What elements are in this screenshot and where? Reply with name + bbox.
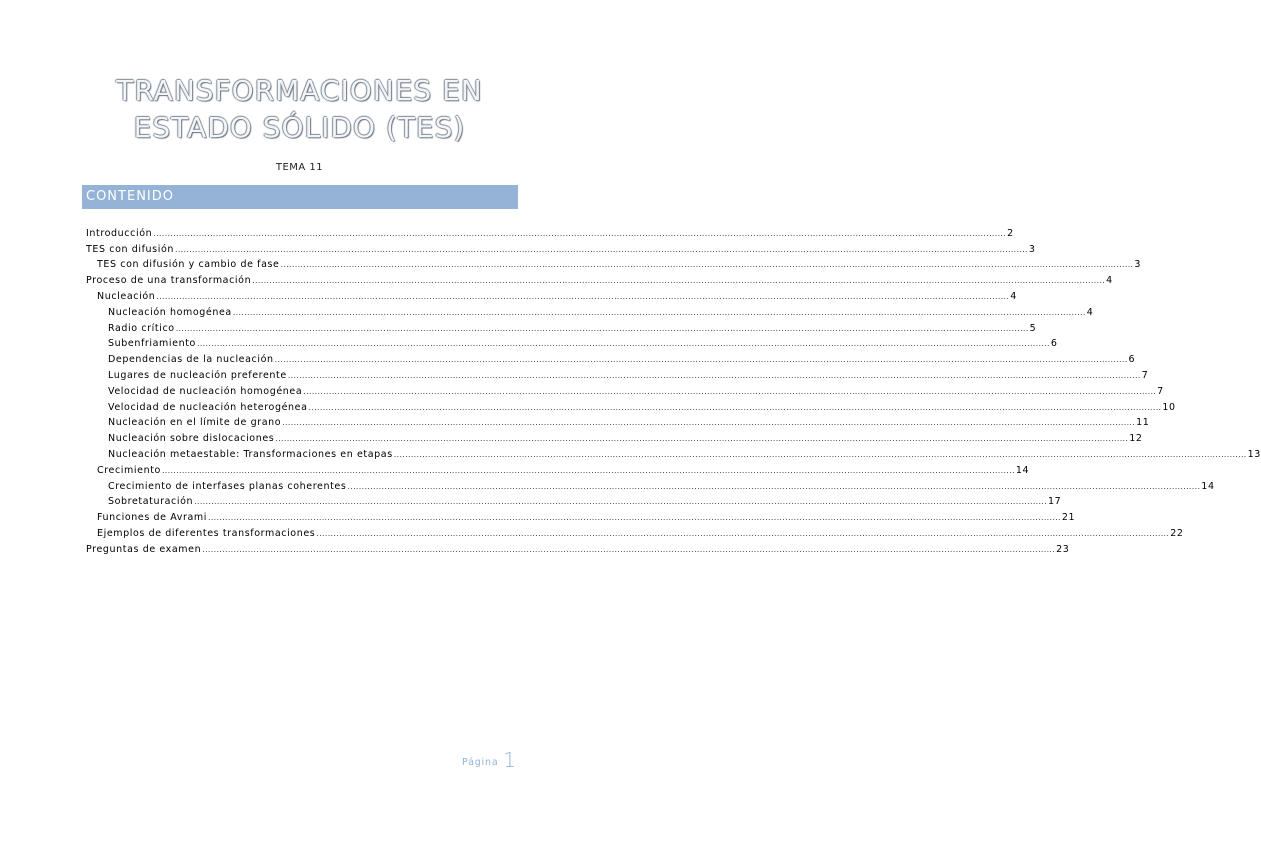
toc-dot-leader: ............................................................................................................................................................................................................................................................................................................ [308, 402, 1162, 412]
toc-entry-page[interactable]: 10 [1162, 401, 1176, 413]
toc-entry-title[interactable]: Crecimiento de interfases planas coherentes [108, 480, 347, 492]
toc-entry-title[interactable]: Nucleación homogénea [108, 306, 232, 318]
toc-entry[interactable] [86, 286, 1017, 302]
toc-entry[interactable] [86, 302, 1094, 318]
toc-entry-page[interactable]: 17 [1048, 496, 1062, 508]
toc-heading: CONTENIDO [82, 185, 518, 209]
toc-entry-title[interactable]: Lugares de nucleación preferente [108, 369, 287, 381]
toc-dot-leader: ............................................................................................................................................................................................................................................................................................................ [393, 449, 1247, 459]
toc-entry-title[interactable]: Velocidad de nucleación homogénea [108, 385, 303, 397]
toc-dot-leader: ............................................................................................................................................................................................................................................................................................................ [207, 513, 1061, 523]
page-footer [462, 748, 517, 772]
toc-dot-leader: ............................................................................................................................................................................................................................................................................................................ [156, 291, 1010, 301]
toc-entry-title[interactable]: Nucleación en el límite de grano [108, 417, 282, 429]
toc-entry-page[interactable]: 23 [1056, 543, 1070, 555]
toc-entry[interactable] [86, 413, 1150, 429]
toc-dot-leader: ............................................................................................................................................................................................................................................................................................................ [274, 355, 1128, 365]
toc-entry[interactable] [86, 444, 1261, 460]
toc-entry-page[interactable]: 5 [1029, 322, 1037, 334]
toc-entry-page[interactable]: 7 [1157, 385, 1164, 397]
toc-entry-page[interactable]: 6 [1050, 338, 1058, 350]
toc-entry-page[interactable]: 21 [1061, 512, 1076, 524]
toc-entry-page[interactable]: 4 [1010, 290, 1017, 302]
toc-entry[interactable] [86, 428, 1143, 445]
toc-entry-page[interactable]: 6 [1128, 354, 1136, 366]
toc-dot-leader: ............................................................................................................................................................................................................................................................................................................ [280, 260, 1134, 270]
document-title-line-1: TRANSFORMACIONES EN [116, 74, 483, 107]
toc-dot-leader: ............................................................................................................................................................................................................................................................................................................ [175, 244, 1028, 254]
toc-entry-title[interactable]: Preguntas de examen [86, 543, 202, 555]
toc-entry-title[interactable]: Subenfriamiento [108, 338, 196, 350]
toc-entry-page[interactable]: 4 [1086, 306, 1094, 318]
toc-entry-page[interactable]: 14 [1201, 480, 1215, 492]
toc-entry[interactable] [86, 239, 1036, 255]
toc-entry[interactable] [86, 349, 1136, 366]
toc-entry-page[interactable]: 3 [1134, 259, 1142, 271]
toc-entry-title[interactable]: Crecimiento [97, 464, 161, 476]
toc-entry-page[interactable]: 14 [1015, 464, 1030, 476]
toc-dot-leader: ............................................................................................................................................................................................................................................................................................................ [287, 370, 1141, 380]
toc-entry[interactable] [86, 507, 1076, 524]
toc-dot-leader: ............................................................................................................................................................................................................................................................................................................ [175, 323, 1029, 333]
toc-entry-title[interactable]: TES con difusión [86, 243, 174, 255]
toc-entry-title[interactable]: Funciones de Avrami [97, 512, 207, 524]
toc-dot-leader: ............................................................................................................................................................................................................................................................................................................ [303, 386, 1157, 396]
page-number: 1 [503, 748, 517, 772]
toc-dot-leader: ............................................................................................................................................................................................................................................................................................................ [196, 339, 1050, 349]
toc-entry[interactable] [86, 270, 1113, 287]
toc-entry[interactable] [86, 223, 1014, 239]
toc-entry-title[interactable]: Velocidad de nucleación heterogénea [108, 401, 308, 413]
toc-entry-page[interactable]: 13 [1247, 448, 1261, 460]
toc-entry[interactable] [86, 318, 1037, 334]
toc-entry[interactable] [86, 334, 1058, 350]
toc-dot-leader: ............................................................................................................................................................................................................................................................................................................ [282, 418, 1136, 428]
toc-entry-page[interactable]: 7 [1141, 369, 1149, 381]
toc-entry[interactable] [86, 397, 1176, 413]
toc-entry-page[interactable]: 3 [1028, 243, 1036, 255]
toc-entry-title[interactable]: Sobretaturación [108, 496, 194, 508]
toc-entry[interactable] [86, 476, 1215, 492]
document-title-line-2: ESTADO SÓLIDO (TES) [133, 111, 466, 144]
toc-entry[interactable] [86, 381, 1164, 397]
page-label: Página [462, 757, 499, 768]
toc-entry-title[interactable]: Proceso de una transformación [86, 275, 252, 287]
toc-entry[interactable] [86, 460, 1030, 476]
toc-dot-leader: ............................................................................................................................................................................................................................................................................................................ [275, 434, 1129, 444]
toc-entry-title[interactable]: Dependencias de la nucleación [108, 354, 274, 366]
toc-entry-title[interactable]: Introducción [86, 227, 153, 239]
toc-entry-title[interactable]: Nucleación sobre dislocaciones [108, 433, 275, 445]
toc-dot-leader: ............................................................................................................................................................................................................................................................................................................ [252, 276, 1106, 286]
toc-dot-leader: ............................................................................................................................................................................................................................................................................................................ [153, 228, 1007, 238]
toc-dot-leader: ............................................................................................................................................................................................................................................................................................................ [161, 465, 1015, 475]
toc-entry-page[interactable]: 22 [1170, 527, 1184, 539]
toc-entry-title[interactable]: Nucleación [97, 290, 156, 302]
document-subtitle: TEMA 11 [275, 162, 324, 173]
toc-entry-title[interactable]: Radio crítico [108, 322, 175, 334]
toc-dot-leader: ............................................................................................................................................................................................................................................................................................................ [202, 544, 1056, 554]
toc-entry[interactable] [86, 492, 1062, 508]
toc-entry-title[interactable]: Nucleación metaestable: Transformaciones en etapas [108, 448, 393, 460]
table-of-contents [86, 223, 1261, 555]
toc-entry[interactable] [86, 523, 1184, 539]
toc-dot-leader: ............................................................................................................................................................................................................................................................................................................ [347, 481, 1201, 491]
toc-entry-page[interactable]: 2 [1007, 227, 1014, 239]
toc-entry-page[interactable]: 11 [1136, 417, 1150, 429]
toc-entry-title[interactable]: Ejemplos de diferentes transformaciones [97, 527, 316, 539]
toc-entry[interactable] [86, 365, 1149, 381]
toc-dot-leader: ............................................................................................................................................................................................................................................................................................................ [194, 497, 1048, 507]
toc-entry[interactable] [86, 255, 1142, 271]
toc-entry-page[interactable]: 12 [1129, 433, 1143, 445]
toc-dot-leader: ............................................................................................................................................................................................................................................................................................................ [316, 528, 1170, 538]
toc-entry-page[interactable]: 4 [1106, 275, 1113, 287]
toc-entry[interactable] [86, 539, 1070, 555]
toc-dot-leader: ............................................................................................................................................................................................................................................................................................................ [232, 307, 1086, 317]
toc-entry-title[interactable]: TES con difusión y cambio de fase [97, 259, 280, 271]
